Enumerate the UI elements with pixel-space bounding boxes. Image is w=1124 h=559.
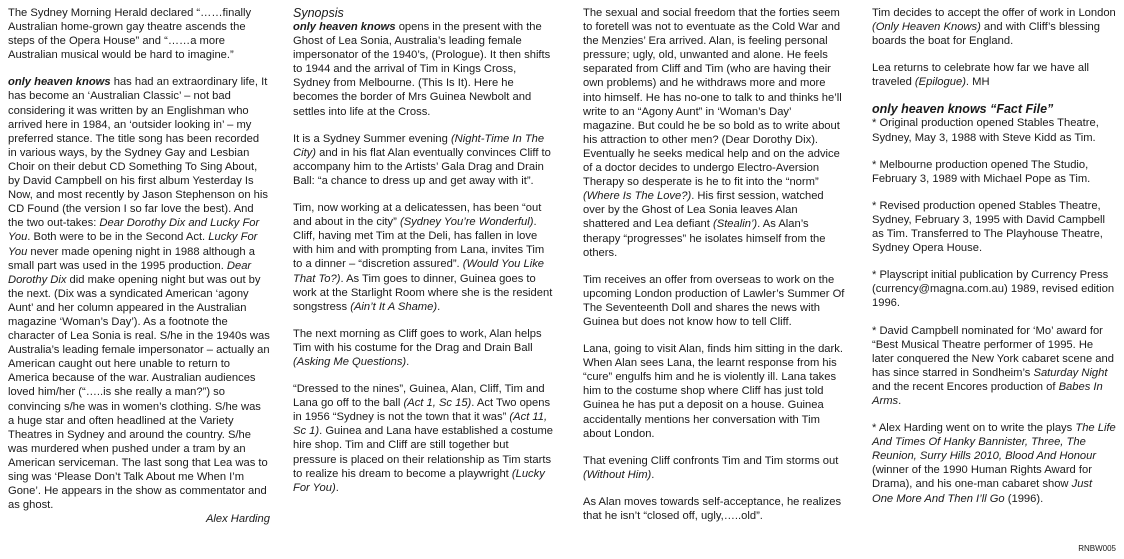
fact-item: * Alex Harding went on to write the plays The Life And Times Of Hanky Bannister, Three, The Reunion, Surry Hills 2010, Blood And Honour (winner of the 1990 Human Rights Award for Drama), and his one-man cabaret show Just One More And Then I’ll Go (1996). <box>872 422 1116 505</box>
synopsis-paragraph-9: That evening Cliff confronts Tim and Tim storms out (Without Him). <box>583 454 839 481</box>
fact-item: * David Campbell nominated for ‘Mo’ award for “Best Musical Theatre performer of 1995. He later conquered the New York cabaret scene and has since starred in Sondheim’s Saturday Night and the recent Encores production of Babes In Arms. <box>872 324 1114 407</box>
synopsis-paragraph-6: The sexual and social freedom that the forties seem to foretell was not to eventuate as the Cold War and the Menzies’ Era arrived. Alan, is feeling personal pressure; ugly, old, unwanted and alone. He feels separated from Cliff and Tim (who are having their own problems) and he withdraws more and more into himself. He has no-one to talk to and thinks he’ll write to an “Agony Aunt” in ‘Woman’s Day’ magazine. But could he be so bold as to write about his attraction to other men? (Dear Dorothy Dix). Eventually he seeks medical help and on the advice of a doctor decides to undergo Electro-Aversion Therapy so desperate is he to fit into the “norm” (Where Is The Love?). His first session, watched over by the Ghost of Lea Sonia leaves Alan shattered and Lea defiant (Stealin’). As Alan’s therapy “progresses” he isolates himself from the others. <box>583 7 842 259</box>
column-4 <box>872 6 1116 519</box>
catalog-code: RNBW005 <box>1078 544 1116 553</box>
fact-item: * Original production opened Stables Theatre, Sydney, May 3, 1988 with Steve Kidd as Tim. <box>872 117 1099 144</box>
column-3 <box>583 6 845 536</box>
herald-quote: The Sydney Morning Herald declared “……finally Australian home-grown gay theatre ascends the steps of the Opera House” and “……a more Australian musical would be hard to imagine.” <box>8 7 252 62</box>
synopsis-paragraph-11: Tim decides to accept the offer of work in London (Only Heaven Knows) and with Cliff’s blessing boards the boat for England. <box>872 7 1116 48</box>
synopsis-paragraph-2: It is a Sydney Summer evening (Night-Time In The City) and in his flat Alan eventually convinces Cliff to accompany him to the Artists’ Gala Drag and Drain Ball: “a chance to dress up and get away with it”. <box>293 132 551 187</box>
synopsis-paragraph-4: The next morning as Cliff goes to work, Alan helps Tim with his costume for the Drag and Drain Ball (Asking Me Questions). <box>293 327 542 368</box>
author-signature: Alex Harding <box>205 513 270 526</box>
synopsis-paragraph-10: As Alan moves towards self-acceptance, he realizes that he isn’t “closed off, ugly,…..old”. <box>583 495 842 522</box>
synopsis-paragraph-5: “Dressed to the nines”, Guinea, Alan, Cliff, Tim and Lana go off to the ball (Act 1, Sc 15). Act Two opens in 1956 “Sydney is not the town that it was” (Act 11, Sc 1). Guinea and Lana have established a costume hire shop. Tim and Cliff are still together but pressure is placed on their relationship as Tim starts to realize his dream to become a playwright (Lucky For You). <box>293 383 553 494</box>
column-2 <box>293 6 555 508</box>
synopsis-paragraph-7: Tim receives an offer from overseas to work on the upcoming London production of Lawler’s Summer Of The Seventeenth Doll and shares the news with Guinea but does not know how to tell Cliff. <box>583 273 845 328</box>
synopsis-heading: Synopsis <box>293 6 344 20</box>
fact-item: * Melbourne production opened The Studio, February 3, 1989 with Michael Pope as Tim. <box>872 158 1091 185</box>
history-paragraph: only heaven knows has had an extraordinary life, It has become an ‘Australian Classic’ – not bad considering it was written by an Englishman who arrived here in 1984, an ‘outsider looking in’ – my preferred stance. The title song has been recorded in various ways, by the Sydney Gay and Lesbian Choir on their debut CD Something To Sing About, by David Campbell on his first album Yesterday Is Now, and most recently by Jason Stephenson on his CD Found (the version I so far love the best). And the two out-takes: Dear Dorothy Dix and Lucky For You. Both were to be in the Second Act. Lucky For You never made opening night in 1988 although a small part was used in the 1995 production. Dear Dorothy Dix did make opening night but was out by the next. (Dix was a syndicated American ‘agony Aunt’ and her column appeared in the Australian magazine ‘Woman’s Day’). As a footnote the character of Lea Sonia is real. S/he in the 1940s was Australia’s leading female impersonator – actually an American caught out here unable to return to America because of the war. Australian audiences loved him/her (“…..is she really a man?”) so convincing s/he was in women’s clothing. S/he was a huge star and often headlined at the Variety Theatres in Sydney and around the country. S/he was murdered when pushed under a tram by an American serviceman. The last song that Lea was to sing was ‘Please Don’t Talk About me When I’m Gone’. He appears in the show as commentator and as ghost. <box>8 76 270 512</box>
fact-file-heading: only heaven knows “Fact File” <box>872 102 1054 117</box>
column-1 <box>8 6 270 539</box>
fact-item: * Revised production opened Stables Theatre, Sydney, February 3, 1995 with David Campbell as Tim. Transferred to The Playhouse Theatre, Sydney Opera House. <box>872 199 1105 255</box>
synopsis-paragraph-8: Lana, going to visit Alan, finds him sitting in the dark. When Alan sees Lana, the learnt response from his “cure” engulfs him and he is violently ill. Lana takes him to the costume shop where Cliff has just told Guinea he has put a deposit on a house. Guinea accidentally mentions her conversation with Tim about London. <box>583 343 843 440</box>
synopsis-paragraph-3: Tim, now working at a delicatessen, has been “out and about in the city” (Sydney You’re Wonderful). Cliff, having met Tim at the Deli, has fallen in love with him and with prompting from Lana, invites Tim to a dinner – “discretion assured”. (Would You Like That To?). As Tim goes to dinner, Guinea goes to work at the Starlight Room where she is the resident songstress (Ain’t It A Shame). <box>293 202 553 313</box>
fact-item: * Playscript initial publication by Currency Press (currency@magna.com.au) 1989, revised edition 1996. <box>872 269 1115 310</box>
synopsis-paragraph-12: Lea returns to celebrate how far we have all traveled (Epilogue). MH <box>872 62 1090 89</box>
synopsis-paragraph-1: only heaven knows opens in the present with the Ghost of Lea Sonia, Australia’s leading female impersonator of the 1940’s, (Prologue). It then shifts to 1944 and the arrival of Tim in Kings Cross, Sydney from Melbourne. (This Is It). Here he becomes the border of Mrs Guinea Newbolt and settles into life at the Cross. <box>293 21 551 118</box>
